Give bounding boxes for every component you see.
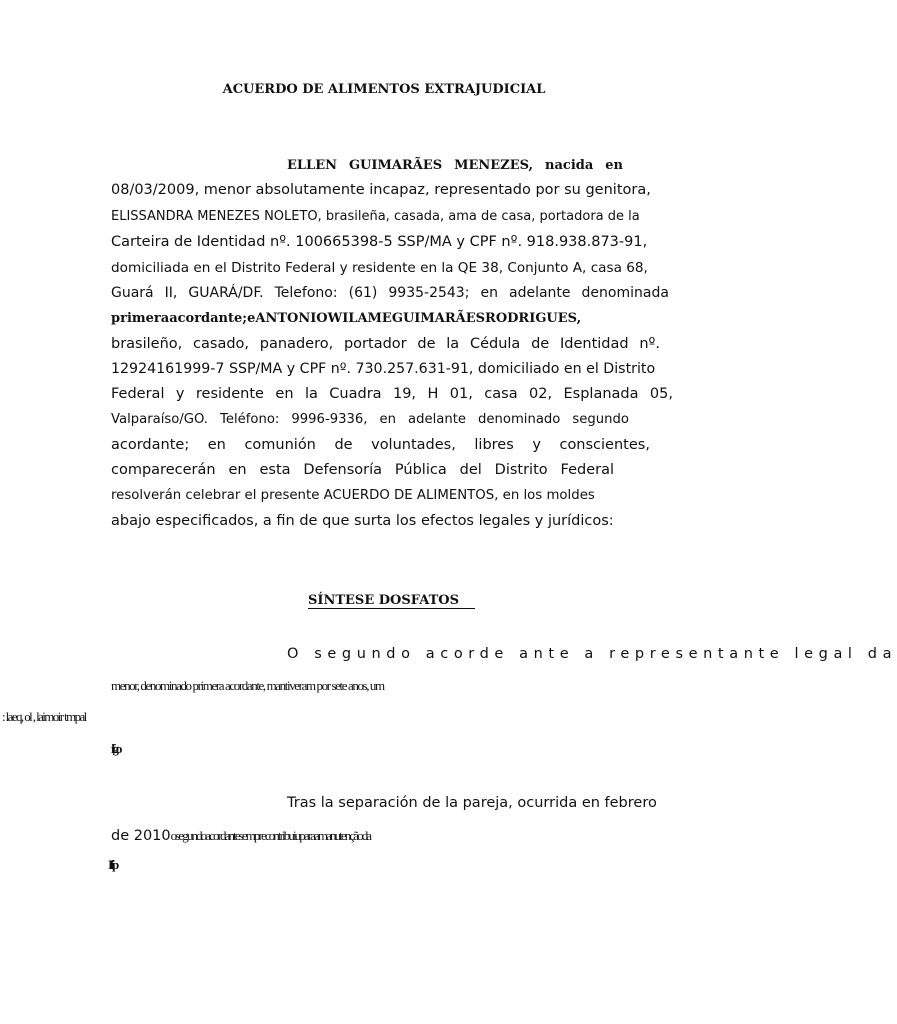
intro-line-6-word: 9935-2543;: [388, 285, 470, 301]
intro-line-4: Carteira de Identidad nº. 100665398-5 SSP/MA y CPF nº. 918.938.873-91,: [111, 234, 648, 250]
intro-line-6-word: (61): [348, 285, 378, 301]
synthesis-line-5: Tras la separación de la pareja, ocurrida en febrero: [287, 795, 657, 811]
intro-line-8-word: de: [417, 336, 436, 352]
intro-line-12-word: conscientes,: [559, 437, 650, 453]
intro-line-11-word: en: [379, 412, 396, 427]
synthesis-line-3: : laeq, ol , laimoir tmpal: [2, 709, 86, 724]
intro-line-13-word: Defensoría: [303, 462, 383, 478]
intro-line-11: [111, 412, 629, 427]
intro-line-13-word: Federal: [560, 462, 614, 478]
intro-line-1: [287, 158, 623, 173]
intro-line-10-word: 02,: [529, 386, 553, 402]
intro-line-6: [111, 285, 669, 301]
synthesis-line-7: Ifip: [108, 857, 117, 872]
intro-line-1-word: ELLEN: [287, 158, 337, 173]
intro-line-13-word: del: [459, 462, 482, 478]
intro-line-10-word: y: [175, 386, 185, 402]
intro-line-3: ELISSANDRA MENEZES NOLETO, brasileña, casada, ama de casa, portadora de la: [111, 209, 640, 224]
intro-line-6-word: II,: [164, 285, 178, 301]
intro-line-14: resolverán celebrar el presente ACUERDO DE ALIMENTOS, en los moldes: [111, 488, 595, 503]
intro-line-12-word: y: [532, 437, 541, 453]
intro-line-8: [111, 336, 660, 352]
intro-line-15: abajo especificados, a fin de que surta los efectos legales y jurídicos:: [111, 513, 614, 529]
intro-line-12-word: comunión: [244, 437, 316, 453]
intro-line-11-word: Valparaíso/GO.: [111, 412, 208, 427]
synthesis-line-6: [111, 825, 370, 844]
intro-line-7-word: RODRIGUES,: [485, 311, 582, 326]
intro-line-6-word: GUARÁ/DF.: [188, 285, 264, 301]
intro-line-10: [111, 386, 673, 402]
intro-line-12: [111, 437, 650, 453]
intro-line-7: [111, 311, 581, 326]
intro-line-1-word: nacida: [545, 158, 594, 173]
intro-line-7-word: WILAME: [327, 311, 392, 326]
intro-line-12-word: de: [334, 437, 353, 453]
intro-line-11-word: denominado: [478, 412, 561, 427]
intro-line-8-word: panadero,: [259, 336, 334, 352]
intro-line-8-word: nº.: [639, 336, 660, 352]
intro-line-13-word: esta: [259, 462, 291, 478]
intro-line-8-word: casado,: [193, 336, 250, 352]
synthesis-line-6-rest: osegundoacordantesemprecontribuiuparaamanutençãoda: [170, 828, 371, 843]
intro-line-13-word: Distrito: [494, 462, 548, 478]
intro-line-7-word: GUIMARÃES: [391, 311, 486, 326]
intro-line-1-word: GUIMARÃES: [348, 158, 443, 173]
intro-line-1-word: en: [605, 158, 623, 173]
intro-line-10-word: 05,: [649, 386, 673, 402]
intro-line-8-word: Cédula: [469, 336, 521, 352]
intro-line-5: domiciliada en el Distrito Federal y residente en la QE 38, Conjunto A, casa 68,: [111, 260, 648, 276]
synthesis-line-6-start: de 2010: [111, 828, 171, 844]
intro-line-7-word: primera: [111, 311, 170, 326]
intro-line-12-word: acordante;: [111, 437, 190, 453]
intro-line-2: 08/03/2009, menor absolutamente incapaz, representado por su genitora,: [111, 182, 651, 198]
intro-line-12-word: voluntades,: [371, 437, 456, 453]
document-title: ACUERDO DE ALIMENTOS EXTRAJUDICIAL: [222, 82, 546, 97]
intro-line-13-word: Pública: [394, 462, 447, 478]
intro-line-11-word: adelante: [408, 412, 466, 427]
intro-line-6-word: adelante: [508, 285, 571, 301]
intro-line-1-word: MENEZES,: [454, 158, 534, 173]
intro-line-8-word: la: [446, 336, 460, 352]
synthesis-line-4: ifgo: [111, 741, 120, 756]
synthesis-line-2: menor, denominado primera acordante, mantiveram por sete anos, um: [111, 678, 384, 693]
intro-line-6-word: Guará: [111, 285, 154, 301]
intro-line-9: 12924161999-7 SSP/MA y CPF nº. 730.257.631-91, domiciliado en el Distrito: [111, 361, 656, 377]
synthesis-line-1: O segundo acorde ante a representante legal da: [287, 646, 897, 662]
intro-line-13: [111, 462, 614, 478]
intro-line-12-word: en: [207, 437, 226, 453]
intro-line-10-word: la: [304, 386, 318, 402]
intro-line-8-word: brasileño,: [111, 336, 183, 352]
intro-line-6-word: en: [480, 285, 498, 301]
intro-line-12-word: libres: [474, 437, 514, 453]
intro-line-8-word: de: [531, 336, 550, 352]
intro-line-6-word: denominada: [581, 285, 669, 301]
intro-line-10-word: Federal: [111, 386, 165, 402]
intro-line-6-word: Telefono:: [274, 285, 338, 301]
section-title: SÍNTESE DOSFATOS: [308, 593, 475, 609]
intro-line-10-word: 01,: [449, 386, 473, 402]
intro-line-11-word: Teléfono:: [220, 412, 280, 427]
intro-line-10-word: casa: [484, 386, 518, 402]
intro-line-7-word: acordante;: [169, 311, 248, 326]
intro-line-11-word: segundo: [572, 412, 629, 427]
intro-line-13-word: comparecerán: [111, 462, 216, 478]
intro-line-10-word: en: [275, 386, 294, 402]
intro-line-10-word: H: [427, 386, 439, 402]
intro-line-10-word: residente: [195, 386, 264, 402]
intro-line-10-word: Cuadra: [329, 386, 382, 402]
intro-line-7-word: eANTONIO: [247, 311, 328, 326]
intro-line-10-word: 19,: [392, 386, 417, 402]
intro-line-10-word: Esplanada: [563, 386, 639, 402]
intro-line-8-word: Identidad: [559, 336, 629, 352]
intro-line-11-word: 9996-9336,: [291, 412, 368, 427]
intro-line-8-word: portador: [343, 336, 407, 352]
intro-line-13-word: en: [228, 462, 247, 478]
